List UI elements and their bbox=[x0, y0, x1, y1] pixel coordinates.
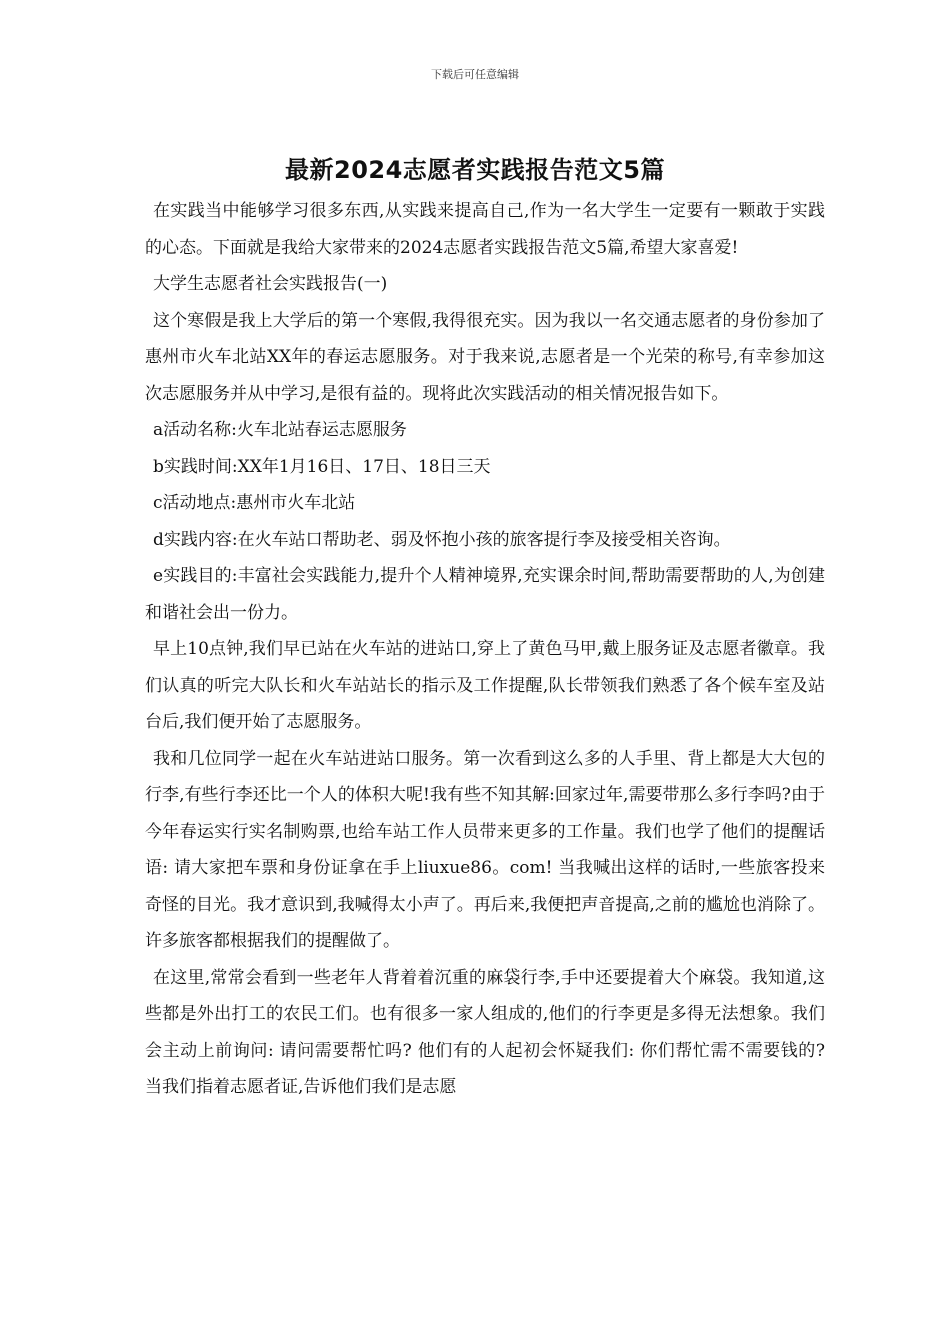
list-item-practice-time: b实践时间:XX年1月16日、17日、18日三天 bbox=[153, 456, 491, 477]
paragraph: 早上10点钟,我们早已站在火车站的进站口,穿上了黄色马甲,戴上服务证及志愿者徽章。我们认真的听完大队长和火车站站长的指示及工作提醒,队长带领我们熟悉了各个候车室及站台后,我们便开始了志愿服务。 bbox=[145, 639, 825, 732]
document-body bbox=[145, 193, 825, 1106]
paragraph: 在这里,常常会看到一些老年人背着着沉重的麻袋行李,手中还要提着大个麻袋。我知道,这些都是外出打工的农民工们。也有很多一家人组成的,他们的行李更是多得无法想象。我们会主动上前询问: 请问需要帮忙吗? 他们有的人起初会怀疑我们: 你们帮忙需不需要钱的? 当我们指着志愿者证,告诉他们我们是志愿 bbox=[145, 967, 825, 1097]
list-item-purpose: e实践目的:丰富社会实践能力,提升个人精神境界,充实课余时间,帮助需要帮助的人,为创建和谐社会出一份力。 bbox=[145, 566, 825, 623]
section-heading: 大学生志愿者社会实践报告(一) bbox=[153, 274, 388, 294]
header-note: 下载后可任意编辑 bbox=[431, 68, 519, 81]
list-item-content: d实践内容:在火车站口帮助老、弱及怀抱小孩的旅客提行李及接受相关咨询。 bbox=[153, 529, 731, 550]
list-item-location: c活动地点:惠州市火车北站 bbox=[153, 493, 356, 513]
paragraph-intro: 在实践当中能够学习很多东西,从实践来提高自己,作为一名大学生一定要有一颗敢于实践的心态。下面就是我给大家带来的2024志愿者实践报告范文5篇,希望大家喜爱! bbox=[145, 201, 825, 258]
document-title: 最新2024志愿者实践报告范文5篇 bbox=[285, 156, 665, 184]
list-item-activity-name: a活动名称:火车北站春运志愿服务 bbox=[153, 420, 407, 440]
paragraph: 我和几位同学一起在火车站进站口服务。第一次看到这么多的人手里、背上都是大大包的行李,有些行李还比一个人的体积大呢!我有些不知其解:回家过年,需要带那么多行李吗?由于今年春运实行实名制购票,也给车站工作人员带来更多的工作量。我们也学了他们的提醒话语: 请大家把车票和身份证拿在手上liuxue86。com! 当我喊出这样的话时,一些旅客投来奇怪的目光。我才意识到,我喊得太小声了。再后来,我便把声音提高,之前的尴尬也消除了。许多旅客都根据我们的提醒做了。 bbox=[145, 748, 825, 951]
paragraph: 这个寒假是我上大学后的第一个寒假,我得很充实。因为我以一名交通志愿者的身份参加了惠州市火车北站XX年的春运志愿服务。对于我来说,志愿者是一个光荣的称号,有幸参加这次志愿服务并从中学习,是很有益的。现将此次实践活动的相关情况报告如下。 bbox=[145, 310, 825, 404]
